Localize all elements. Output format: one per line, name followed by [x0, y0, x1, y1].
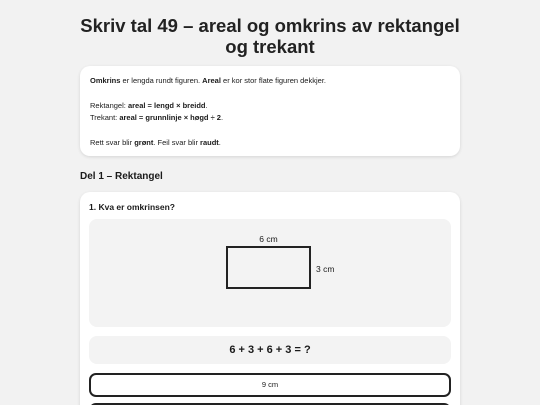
feedback-text-2: . Feil svar blir: [153, 137, 201, 147]
rectangle-width-label: 3 cm: [316, 264, 335, 274]
rectangle-formula: areal = lengd × breidd: [127, 100, 206, 110]
correct-word: grønt: [134, 137, 154, 147]
spacer: [90, 88, 450, 100]
areal-description: er kor stor flate figuren dekkjer.: [220, 76, 326, 85]
triangle-formula-line: [90, 112, 450, 125]
feedback-text-1: Rett svar blir: [90, 137, 135, 147]
question-text: 1. Kva er omkrinsen?: [89, 202, 175, 212]
answer-option-button[interactable]: 9 cm: [89, 373, 451, 397]
rectangle-formula-line: [90, 100, 450, 113]
figure-panel: [89, 219, 451, 327]
rectangle-label: Rektangel:: [90, 100, 128, 110]
omkrins-description: er lengda rundt figuren.: [120, 76, 203, 85]
rectangle-formula-end: .: [205, 100, 208, 110]
section-title: Del 1 – Rektangel: [80, 171, 163, 182]
intro-card: [80, 66, 460, 156]
triangle-formula: areal = grunnlinje × høgd ÷ 2: [119, 113, 221, 122]
rectangle-length-label: 6 cm: [259, 234, 278, 244]
equation-box: 6 + 3 + 6 + 3 = ?: [89, 336, 451, 364]
page-title: Skriv tal 49 – areal og omkrins av rektangel og trekant: [80, 15, 460, 57]
triangle-formula-end: .: [220, 113, 224, 122]
feedback-line: [90, 137, 450, 150]
omkrins-term: Omkrins: [90, 76, 121, 85]
triangle-label: Trekant:: [90, 113, 120, 122]
spacer: [90, 125, 450, 137]
areal-term: Areal: [202, 76, 221, 85]
feedback-text-3: .: [218, 137, 221, 147]
rectangle-figure: [226, 246, 311, 289]
wrong-word: raudt: [200, 137, 219, 147]
task-card: [80, 192, 460, 405]
definition-line: [90, 75, 450, 88]
